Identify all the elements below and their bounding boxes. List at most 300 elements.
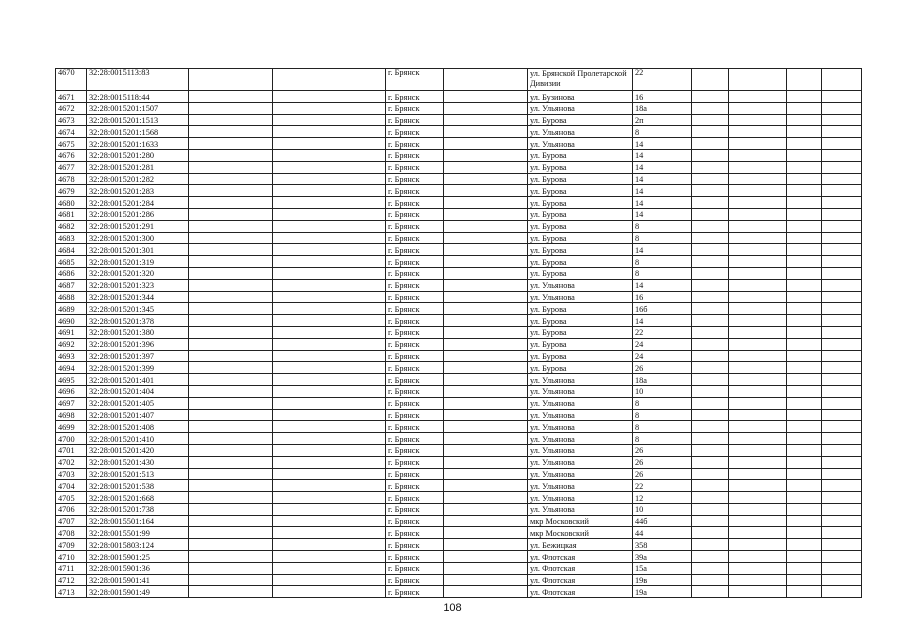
house-number: 10 [633, 385, 692, 397]
cadastral-number: 32:28:0015901:41 [87, 574, 189, 586]
row-number: 4707 [56, 515, 87, 527]
table-row [56, 220, 862, 232]
street-cell: ул. Бурова [528, 149, 633, 161]
row-number: 4688 [56, 291, 87, 303]
empty-cell [822, 444, 862, 456]
row-number: 4676 [56, 149, 87, 161]
house-number: 8 [633, 232, 692, 244]
empty-cell [189, 421, 273, 433]
street-cell: ул. Ульянова [528, 456, 633, 468]
city-cell: г. Брянск [386, 185, 444, 197]
city-cell: г. Брянск [386, 91, 444, 103]
empty-cell [189, 562, 273, 574]
empty-cell [729, 551, 787, 563]
empty-cell [444, 374, 528, 386]
street-cell: ул. Бежицкая [528, 539, 633, 551]
empty-cell [729, 409, 787, 421]
empty-cell [787, 256, 822, 268]
table-row [56, 374, 862, 386]
empty-cell [444, 397, 528, 409]
empty-cell [787, 244, 822, 256]
empty-cell [189, 197, 273, 209]
empty-cell [273, 326, 386, 338]
house-number: 16 [633, 91, 692, 103]
empty-cell [787, 69, 822, 91]
cadastral-number: 32:28:0015201:397 [87, 350, 189, 362]
cadastral-number: 32:28:0015201:301 [87, 244, 189, 256]
empty-cell [692, 315, 729, 327]
table-row [56, 586, 862, 598]
empty-cell [729, 173, 787, 185]
cadastral-number: 32:28:0015201:380 [87, 326, 189, 338]
empty-cell [189, 492, 273, 504]
empty-cell [189, 291, 273, 303]
city-cell: г. Брянск [386, 256, 444, 268]
empty-cell [692, 69, 729, 91]
city-cell: г. Брянск [386, 350, 444, 362]
empty-cell [273, 173, 386, 185]
empty-cell [189, 503, 273, 515]
empty-cell [692, 492, 729, 504]
empty-cell [822, 456, 862, 468]
table-row [56, 421, 862, 433]
empty-cell [273, 114, 386, 126]
city-cell: г. Брянск [386, 173, 444, 185]
cadastral-number: 32:28:0015201:319 [87, 256, 189, 268]
empty-cell [189, 303, 273, 315]
empty-cell [273, 279, 386, 291]
empty-cell [822, 126, 862, 138]
city-cell: г. Брянск [386, 421, 444, 433]
empty-cell [273, 232, 386, 244]
cadastral-number: 32:28:0015201:396 [87, 338, 189, 350]
street-cell: ул. Ульянова [528, 468, 633, 480]
house-number: 358 [633, 539, 692, 551]
empty-cell [729, 586, 787, 598]
house-number: 14 [633, 197, 692, 209]
row-number: 4678 [56, 173, 87, 185]
empty-cell [444, 126, 528, 138]
table-row [56, 503, 862, 515]
empty-cell [692, 114, 729, 126]
empty-cell [273, 433, 386, 445]
empty-cell [822, 315, 862, 327]
street-cell: ул. Ульянова [528, 480, 633, 492]
empty-cell [692, 291, 729, 303]
empty-cell [822, 539, 862, 551]
empty-cell [273, 362, 386, 374]
house-number: 8 [633, 267, 692, 279]
empty-cell [189, 279, 273, 291]
page-number: 108 [443, 602, 462, 614]
empty-cell [444, 480, 528, 492]
table-row [56, 279, 862, 291]
empty-cell [444, 362, 528, 374]
city-cell: г. Брянск [386, 114, 444, 126]
empty-cell [273, 503, 386, 515]
empty-cell [729, 338, 787, 350]
empty-cell [692, 444, 729, 456]
empty-cell [189, 409, 273, 421]
cadastral-number: 32:28:0015201:291 [87, 220, 189, 232]
street-cell: ул. Ульянова [528, 492, 633, 504]
empty-cell [787, 551, 822, 563]
empty-cell [444, 149, 528, 161]
street-cell: ул. Бурова [528, 161, 633, 173]
empty-cell [787, 515, 822, 527]
empty-cell [787, 480, 822, 492]
row-number: 4700 [56, 433, 87, 445]
table-row [56, 161, 862, 173]
empty-cell [692, 303, 729, 315]
city-cell: г. Брянск [386, 291, 444, 303]
cadastral-number: 32:28:0015201:738 [87, 503, 189, 515]
empty-cell [273, 444, 386, 456]
empty-cell [189, 350, 273, 362]
empty-cell [729, 102, 787, 114]
empty-cell [273, 220, 386, 232]
city-cell: г. Брянск [386, 149, 444, 161]
empty-cell [273, 126, 386, 138]
cadastral-number: 32:28:0015201:323 [87, 279, 189, 291]
empty-cell [692, 91, 729, 103]
empty-cell [729, 374, 787, 386]
empty-cell [444, 586, 528, 598]
empty-cell [444, 291, 528, 303]
empty-cell [273, 562, 386, 574]
empty-cell [189, 185, 273, 197]
empty-cell [273, 315, 386, 327]
cadastral-number: 32:28:0015201:283 [87, 185, 189, 197]
empty-cell [822, 102, 862, 114]
row-number: 4685 [56, 256, 87, 268]
city-cell: г. Брянск [386, 303, 444, 315]
empty-cell [444, 197, 528, 209]
street-cell: ул. Бурова [528, 173, 633, 185]
city-cell: г. Брянск [386, 197, 444, 209]
table-row [56, 102, 862, 114]
empty-cell [273, 374, 386, 386]
cadastral-number: 32:28:0015201:408 [87, 421, 189, 433]
street-cell: ул. Бурова [528, 315, 633, 327]
city-cell: г. Брянск [386, 562, 444, 574]
empty-cell [729, 114, 787, 126]
empty-cell [822, 480, 862, 492]
empty-cell [729, 220, 787, 232]
table-row [56, 326, 862, 338]
empty-cell [273, 244, 386, 256]
empty-cell [692, 586, 729, 598]
house-number: 14 [633, 161, 692, 173]
empty-cell [787, 574, 822, 586]
register-table [55, 68, 862, 598]
empty-cell [787, 291, 822, 303]
house-number: 18а [633, 374, 692, 386]
street-cell: ул. Бурова [528, 185, 633, 197]
empty-cell [444, 315, 528, 327]
empty-cell [444, 91, 528, 103]
empty-cell [273, 586, 386, 598]
empty-cell [822, 208, 862, 220]
empty-cell [822, 256, 862, 268]
empty-cell [822, 492, 862, 504]
empty-cell [444, 503, 528, 515]
empty-cell [692, 173, 729, 185]
empty-cell [189, 338, 273, 350]
empty-cell [189, 161, 273, 173]
empty-cell [444, 173, 528, 185]
city-cell: г. Брянск [386, 69, 444, 91]
empty-cell [444, 468, 528, 480]
cadastral-number: 32:28:0015901:25 [87, 551, 189, 563]
table-row [56, 515, 862, 527]
house-number: 26 [633, 362, 692, 374]
row-number: 4680 [56, 197, 87, 209]
empty-cell [189, 539, 273, 551]
street-cell: ул. Ульянова [528, 291, 633, 303]
empty-cell [692, 468, 729, 480]
empty-cell [273, 267, 386, 279]
empty-cell [444, 338, 528, 350]
street-cell: ул. Бурова [528, 326, 633, 338]
empty-cell [189, 149, 273, 161]
empty-cell [692, 374, 729, 386]
cadastral-number: 32:28:0015201:1568 [87, 126, 189, 138]
row-number: 4682 [56, 220, 87, 232]
street-cell: ул. Бурова [528, 256, 633, 268]
empty-cell [444, 208, 528, 220]
empty-cell [692, 574, 729, 586]
row-number: 4684 [56, 244, 87, 256]
empty-cell [273, 574, 386, 586]
empty-cell [822, 421, 862, 433]
row-number: 4671 [56, 91, 87, 103]
empty-cell [729, 362, 787, 374]
empty-cell [189, 515, 273, 527]
empty-cell [692, 456, 729, 468]
house-number: 14 [633, 208, 692, 220]
table-row [56, 303, 862, 315]
street-cell: ул. Бурова [528, 114, 633, 126]
empty-cell [444, 456, 528, 468]
empty-cell [692, 161, 729, 173]
empty-cell [729, 303, 787, 315]
cadastral-number: 32:28:0015201:420 [87, 444, 189, 456]
empty-cell [787, 433, 822, 445]
house-number: 14 [633, 279, 692, 291]
house-number: 14 [633, 185, 692, 197]
street-cell: ул. Бурова [528, 220, 633, 232]
empty-cell [692, 350, 729, 362]
table-row [56, 456, 862, 468]
empty-cell [822, 338, 862, 350]
empty-cell [822, 173, 862, 185]
empty-cell [822, 350, 862, 362]
house-number: 8 [633, 397, 692, 409]
empty-cell [787, 539, 822, 551]
table-row [56, 232, 862, 244]
cadastral-number: 32:28:0015901:36 [87, 562, 189, 574]
empty-cell [444, 433, 528, 445]
row-number: 4689 [56, 303, 87, 315]
table-row [56, 114, 862, 126]
empty-cell [692, 539, 729, 551]
row-number: 4712 [56, 574, 87, 586]
empty-cell [692, 279, 729, 291]
empty-cell [189, 232, 273, 244]
empty-cell [729, 350, 787, 362]
empty-cell [729, 444, 787, 456]
city-cell: г. Брянск [386, 586, 444, 598]
empty-cell [189, 480, 273, 492]
empty-cell [822, 220, 862, 232]
house-number: 26 [633, 468, 692, 480]
empty-cell [273, 397, 386, 409]
house-number: 39а [633, 551, 692, 563]
city-cell: г. Брянск [386, 338, 444, 350]
cadastral-number: 32:28:0015201:668 [87, 492, 189, 504]
house-number: 44б [633, 515, 692, 527]
empty-cell [273, 350, 386, 362]
cadastral-number: 32:28:0015201:300 [87, 232, 189, 244]
row-number: 4706 [56, 503, 87, 515]
table-row [56, 468, 862, 480]
city-cell: г. Брянск [386, 161, 444, 173]
street-cell: ул. Бузинова [528, 91, 633, 103]
empty-cell [692, 256, 729, 268]
empty-cell [787, 173, 822, 185]
row-number: 4697 [56, 397, 87, 409]
street-cell: мкр Московский [528, 527, 633, 539]
house-number: 8 [633, 126, 692, 138]
city-cell: г. Брянск [386, 492, 444, 504]
street-cell: ул. Брянской Пролетарской Дивизии [528, 69, 633, 91]
city-cell: г. Брянск [386, 126, 444, 138]
empty-cell [729, 197, 787, 209]
street-cell: ул. Бурова [528, 350, 633, 362]
house-number: 14 [633, 315, 692, 327]
table-row [56, 350, 862, 362]
empty-cell [273, 409, 386, 421]
empty-cell [822, 362, 862, 374]
empty-cell [822, 91, 862, 103]
street-cell: ул. Бурова [528, 362, 633, 374]
empty-cell [729, 326, 787, 338]
cadastral-number: 32:28:0015201:1633 [87, 138, 189, 150]
city-cell: г. Брянск [386, 279, 444, 291]
cadastral-number: 32:28:0015201:281 [87, 161, 189, 173]
empty-cell [787, 126, 822, 138]
cadastral-number: 32:28:0015201:320 [87, 267, 189, 279]
empty-cell [822, 69, 862, 91]
house-number: 26 [633, 456, 692, 468]
empty-cell [273, 102, 386, 114]
empty-cell [787, 267, 822, 279]
row-number: 4702 [56, 456, 87, 468]
table-row [56, 173, 862, 185]
cadastral-number: 32:28:0015201:399 [87, 362, 189, 374]
city-cell: г. Брянск [386, 138, 444, 150]
cadastral-number: 32:28:0015201:1507 [87, 102, 189, 114]
empty-cell [444, 350, 528, 362]
empty-cell [822, 185, 862, 197]
empty-cell [787, 362, 822, 374]
empty-cell [189, 433, 273, 445]
street-cell: ул. Ульянова [528, 374, 633, 386]
house-number: 19в [633, 574, 692, 586]
empty-cell [692, 397, 729, 409]
empty-cell [787, 138, 822, 150]
empty-cell [444, 69, 528, 91]
table-row [56, 138, 862, 150]
house-number: 26 [633, 444, 692, 456]
cadastral-number: 32:28:0015201:286 [87, 208, 189, 220]
house-number: 22 [633, 480, 692, 492]
city-cell: г. Брянск [386, 468, 444, 480]
empty-cell [729, 244, 787, 256]
table-row [56, 397, 862, 409]
empty-cell [729, 208, 787, 220]
table-row [56, 69, 862, 91]
empty-cell [692, 126, 729, 138]
street-cell: ул. Ульянова [528, 279, 633, 291]
empty-cell [692, 326, 729, 338]
empty-cell [729, 433, 787, 445]
house-number: 24 [633, 338, 692, 350]
empty-cell [822, 515, 862, 527]
house-number: 8 [633, 220, 692, 232]
empty-cell [273, 480, 386, 492]
empty-cell [822, 138, 862, 150]
empty-cell [189, 574, 273, 586]
house-number: 8 [633, 433, 692, 445]
empty-cell [444, 539, 528, 551]
empty-cell [787, 197, 822, 209]
empty-cell [273, 208, 386, 220]
cadastral-number: 32:28:0015501:99 [87, 527, 189, 539]
empty-cell [787, 326, 822, 338]
empty-cell [787, 385, 822, 397]
empty-cell [822, 527, 862, 539]
empty-cell [729, 126, 787, 138]
empty-cell [787, 315, 822, 327]
cadastral-number: 32:28:0015201:345 [87, 303, 189, 315]
empty-cell [273, 456, 386, 468]
empty-cell [822, 303, 862, 315]
city-cell: г. Брянск [386, 444, 444, 456]
empty-cell [444, 562, 528, 574]
table-row [56, 551, 862, 563]
empty-cell [729, 315, 787, 327]
house-number: 18а [633, 102, 692, 114]
empty-cell [444, 492, 528, 504]
cadastral-number: 32:28:0015201:1513 [87, 114, 189, 126]
empty-cell [787, 303, 822, 315]
street-cell: ул. Ульянова [528, 503, 633, 515]
empty-cell [444, 232, 528, 244]
empty-cell [729, 385, 787, 397]
empty-cell [273, 492, 386, 504]
empty-cell [692, 421, 729, 433]
street-cell: ул. Ульянова [528, 397, 633, 409]
empty-cell [273, 303, 386, 315]
empty-cell [273, 185, 386, 197]
empty-cell [692, 385, 729, 397]
empty-cell [787, 220, 822, 232]
empty-cell [729, 421, 787, 433]
row-number: 4673 [56, 114, 87, 126]
city-cell: г. Брянск [386, 539, 444, 551]
